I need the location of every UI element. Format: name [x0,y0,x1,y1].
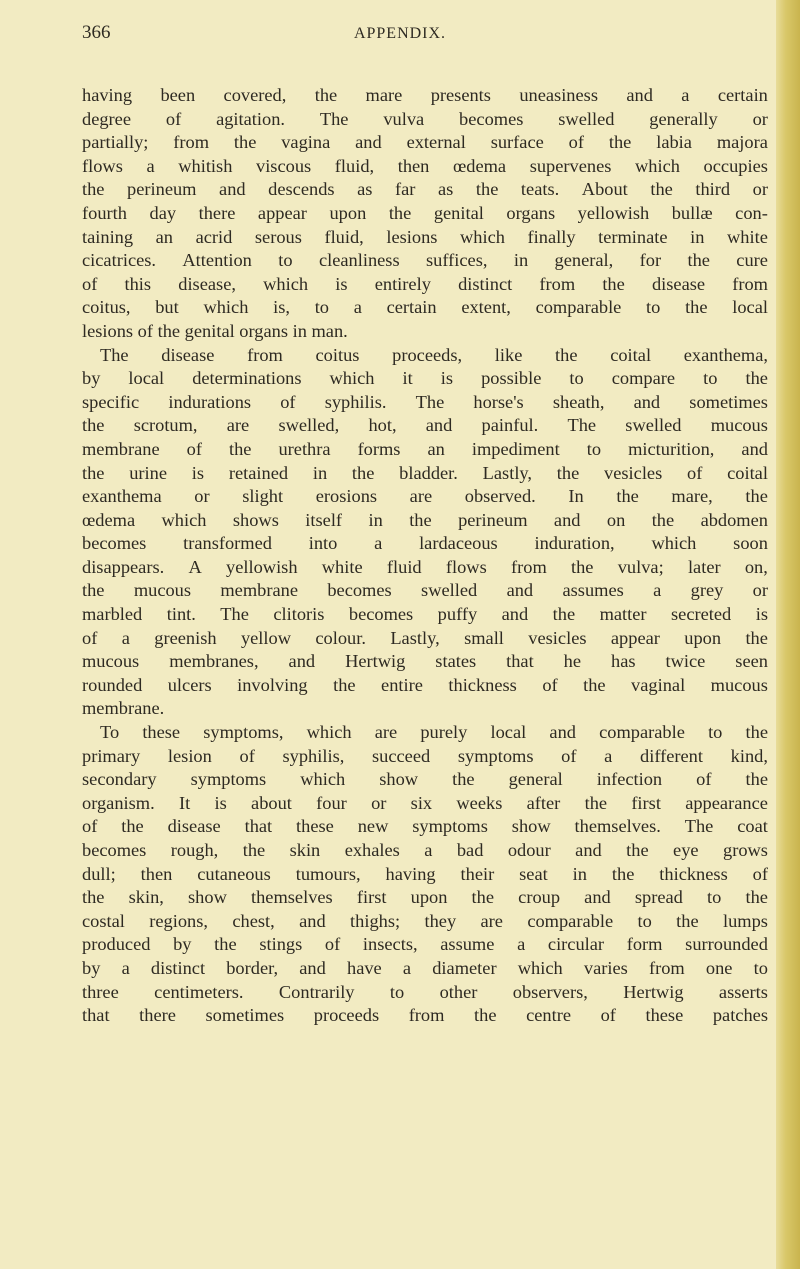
text-line: the scrotum, are swelled, hot, and painful. The swelled mucous [82,415,768,436]
text-line: membrane. [82,698,165,719]
text-line: three centimeters. Contrarily to other observers, Hertwig asserts [82,981,768,1002]
text-line: dull; then cutaneous tumours, having their seat in the thickness of [82,863,768,884]
text-line: fourth day there appear upon the genital organs yellowish bullæ con- [82,202,768,223]
text-line: the mucous membrane becomes swelled and assumes a grey or [82,580,768,601]
text-line: degree of agitation. The vulva becomes swelled generally or [82,108,768,129]
text-line: marbled tint. The clitoris becomes puffy and the matter secreted is [82,604,768,625]
text-line: of a greenish yellow colour. Lastly, small vesicles appear upon the [82,627,768,648]
page-edge [776,0,800,1269]
text-line: To these symptoms, which are purely local and comparable to the [100,722,768,743]
text-line: lesions of the genital organs in man. [82,320,348,341]
text-line: the skin, show themselves first upon the croup and spread to the [82,887,768,908]
text-line: taining an acrid serous fluid, lesions which finally terminate in white [82,226,768,247]
text-line: specific indurations of syphilis. The horse's sheath, and sometimes [82,391,768,412]
text-line: becomes rough, the skin exhales a bad odour and the eye grows [82,840,768,860]
text-line: produced by the stings of insects, assume a circular form surrounded [82,934,768,955]
text-line: disappears. A yellowish white fluid flows from the vulva; later on, [82,556,768,577]
text-line: rounded ulcers involving the entire thickness of the vaginal mucous [82,674,768,695]
text-line: by local determinations which it is possible to compare to the [82,368,768,389]
text-line: œdema which shows itself in the perineum and on the abdomen [82,509,768,530]
text-line: the perineum and descends as far as the teats. About the third or [82,179,768,200]
text-line: coitus, but which is, to a certain extent, comparable to the local [82,297,768,318]
text-line: by a distinct border, and have a diameter which varies from one to [82,957,768,978]
text-line: membrane of the urethra forms an impediment to micturition, and [82,438,768,459]
text-line: secondary symptoms which show the general infection of the [82,769,768,790]
text-line: the urine is retained in the bladder. Lastly, the vesicles of coital [82,462,768,483]
text-line: having been covered, the mare presents uneasiness and a certain [82,85,768,105]
text-line: primary lesion of syphilis, succeed symptoms of a different kind, [82,745,768,766]
text-line: of this disease, which is entirely distinct from the disease from [82,273,768,294]
text-line: The disease from coitus proceeds, like the coital exanthema, [100,344,768,365]
text-line: of the disease that these new symptoms show themselves. The coat [82,816,768,837]
text-line: becomes transformed into a lardaceous induration, which soon [82,533,768,554]
text-line: exanthema or slight erosions are observed. In the mare, the [82,486,768,507]
text-line: cicatrices. Attention to cleanliness suffices, in general, for the cure [82,250,768,271]
text-line: partially; from the vagina and external surface of the labia majora [82,132,768,153]
text-line: costal regions, chest, and thighs; they are comparable to the lumps [82,910,768,931]
text-line: organism. It is about four or six weeks after the first appearance [82,792,768,813]
text-line: mucous membranes, and Hertwig states that he has twice seen [82,651,768,672]
body-text [82,84,768,1028]
text-line: flows a whitish viscous fluid, then œdema supervenes which occupies [82,155,768,176]
page-number: 366 [82,22,111,43]
running-title: APPENDIX. [353,25,447,42]
text-line: that there sometimes proceeds from the centre of these patches [82,1005,768,1026]
